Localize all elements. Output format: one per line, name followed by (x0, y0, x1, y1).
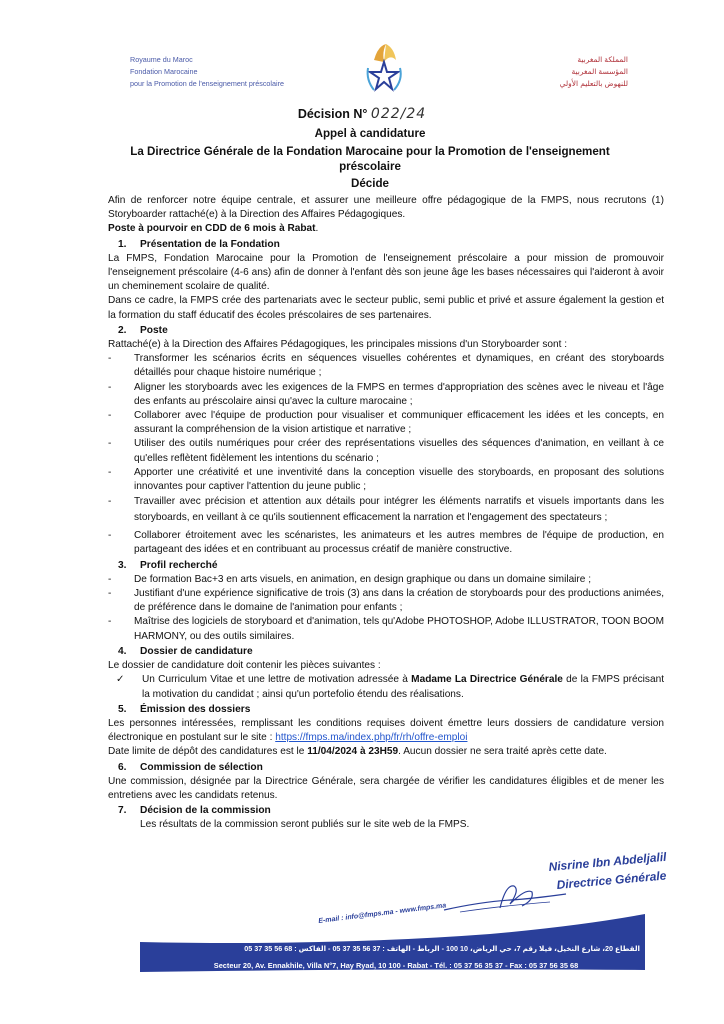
section-number: 4. (118, 645, 127, 657)
list-item: - Collaborer étroitement avec les scénaristes, les animateurs et les autres membres de l'équipe de production, en partageant des idées et en contribuant au processus créatif de manière constructive. (108, 530, 664, 556)
handwritten-signature-icon (440, 880, 570, 916)
header-right-line: المؤسسة المغربية (571, 67, 628, 76)
decision-number (0, 106, 724, 122)
checkmark-icon: ✓ (116, 674, 125, 686)
list-item: - Utiliser des outils numériques pour créer des représentations visuelles des séquences d'animation, en veillant à ce qu'elles reflètent fidèlement les intentions du scénario ; (108, 438, 664, 464)
list-item: - Transformer les scénarios écrits en séquences visuelles cohérentes et dynamiques, en créant des storyboards détaillés pour chaque histoire numérique ; (108, 353, 664, 379)
section-1-paragraph: La FMPS, Fondation Marocaine pour la Promotion de l'enseignement préscolaire a pour mission de promouvoir l'enseignement préscolaire (4-6 ans) afin de donner à l'enfant dès son jeune âge les bases nécessaires qui l'aideront à avoir un cheminement scolaire de qualité. (108, 252, 664, 293)
section-number: 6. (118, 761, 127, 773)
fmps-logo-icon (360, 40, 410, 96)
intro-bold-end: . (315, 223, 319, 235)
header-right-line: للنهوض بالتعليم الأولي (559, 79, 628, 88)
decision-handwritten-number: 022/24 (370, 106, 427, 122)
footer-email: E-mail : info@fmps.ma - www.fmps.ma (318, 902, 447, 925)
list-item-text: De formation Bac+3 en arts visuels, en animation, en design graphique ou dans un domaine similaire ; (134, 573, 592, 585)
section-number: 2. (118, 324, 127, 336)
section-7-heading (108, 804, 664, 818)
section-title: Émission des dossiers (140, 703, 251, 715)
deadline-paragraph (108, 745, 664, 759)
appel-heading: Appel à candidature (314, 127, 426, 140)
list-item: - Justifiant d'une expérience significative de trois (3) ans dans la création de storyboards pour des productions animées, de préférence dans le domaine de l'animation pour enfants ; (108, 588, 664, 614)
decide-heading: Décide (350, 177, 390, 190)
section-title: Décision de la commission (140, 805, 271, 817)
checklist-text-end: de la FMPS précisant la motivation du candidat ; ainsi qu'un portefolio étendu des réalisations. (142, 674, 664, 700)
section-number: 7. (118, 805, 127, 817)
section-2-heading (108, 324, 664, 338)
footer-address-arabic: القطاع 20، شارع النخيل، فيلا رقم 7، حي الرياض، 10 100 - الرباط - الهاتف : 37 56 35 37 05 - الفاكس : 68 56 35 37 05 (244, 944, 640, 953)
list-item: - Travailler avec précision et attention aux détails pour intégrer les éléments narratifs et visuels importants dans les storyboards, en veillant à ce qu'ils soutiennent efficacement la narration et l'engagement des spectateurs ; (108, 496, 664, 524)
checklist-item (108, 673, 664, 701)
section-6-paragraph: Une commission, désignée par la Directrice Générale, sera chargée de vérifier les candidatures éligibles et de mener les entretiens avec les candidats retenus. (108, 775, 664, 801)
section-3-heading (108, 559, 664, 573)
intro-bold: Poste à pourvoir en CDD de 6 mois à Rabat (108, 223, 316, 235)
section-1-heading (108, 238, 664, 252)
section-5-text: Les personnes intéressées, remplissant les conditions requises doivent émettre leurs dossiers de candidature version électronique en postulant sur le site : (108, 717, 664, 744)
section-title: Dossier de candidature (140, 645, 253, 657)
list-item: - Maîtrise des logiciels de storyboard et d'animation, tels qu'Adobe PHOTOSHOP, Adobe ILLUSTRATOR, TOON BOOM HARMONY, ou des outils similaires. (108, 616, 664, 642)
decision-label: Décision N° (297, 107, 368, 121)
list-item-text: Justifiant d'une expérience significative de trois (3) ans dans la création de storyboards pour des productions animées, de préférence dans le domaine de l'animation pour enfants ; (134, 588, 664, 614)
intro-text: Afin de renforcer notre équipe centrale, et assurer une meilleure offre pédagogique de la FMPS, nous recrutons (1) Storyboarder rattaché(e) à la Direction des Affaires Pédagogiques. (108, 195, 664, 221)
document-title: La Directrice Générale de la Fondation Marocaine pour la Promotion de l'enseignement préscolaire (130, 145, 610, 173)
list-item-text: Aligner les storyboards avec les exigences de la FMPS en termes d'appropriation des scènes avec le niveau et l'âge des enfants au préscolaire ainsi qu'avec la culture marocaine ; (134, 381, 664, 407)
missions-list (108, 352, 664, 557)
header-left-line: Fondation Marocaine (130, 67, 198, 76)
section-5-heading (108, 703, 664, 717)
section-title: Profil recherché (140, 559, 218, 571)
section-number: 3. (118, 559, 127, 571)
section-title: Commission de sélection (140, 761, 263, 773)
document-body (108, 194, 664, 833)
list-item-text: Maîtrise des logiciels de storyboard et d'animation, tels qu'Adobe PHOTOSHOP, Adobe ILLUSTRATOR, TOON BOOM HARMONY, ou des outils similaires. (134, 616, 664, 642)
section-5-paragraph (108, 717, 664, 745)
header-left-line: Royaume du Maroc (130, 55, 193, 64)
section-4-heading (108, 645, 664, 659)
offre-emploi-link[interactable]: https://fmps.ma/index.php/fr/rh/offre-emploi (275, 732, 468, 744)
header-left-french (130, 54, 284, 90)
list-item: - Collaborer avec l'équipe de production pour visualiser et communiquer efficacement les idées et les concepts, en assurant la compréhension de la vision artistique et narrative ; (108, 410, 664, 436)
footer-address-french: Secteur 20, Av. Ennakhile, Villa N°7, Hay Ryad, 10 100 - Rabat - Tél. : 05 37 56 35 37 - Fax : 05 37 56 35 68 (213, 961, 579, 970)
section-6-heading (108, 761, 664, 775)
list-item-text: Travailler avec précision et attention aux détails pour intégrer les éléments narratifs et visuels importants dans les storyboards, en veillant à ce qu'ils soutiennent efficacement la narration et l'engagement des spectateurs ; (134, 496, 664, 524)
list-item-text: Utiliser des outils numériques pour créer des représentations visuelles des séquences d'animation, en veillant à ce qu'elles reflètent fidèlement les intentions du scénario ; (134, 438, 664, 464)
profile-list (108, 573, 664, 644)
section-number: 5. (118, 703, 127, 715)
checklist-text: Un Curriculum Vitae et une lettre de motivation adressée à (142, 674, 412, 686)
header-left-line: pour la Promotion de l'enseignement préscolaire (130, 79, 284, 88)
intro-paragraph (108, 194, 664, 237)
section-7-paragraph: Les résultats de la commission seront publiés sur le site web de la FMPS. (140, 819, 470, 831)
section-title: Poste (140, 324, 168, 336)
list-item: - Aligner les storyboards avec les exigences de la FMPS en termes d'appropriation des scènes avec le niveau et l'âge des enfants au préscolaire ainsi qu'avec la culture marocaine ; (108, 381, 664, 407)
section-title: Présentation de la Fondation (140, 238, 280, 250)
deadline-date: 11/04/2024 à 23H59 (307, 746, 399, 758)
list-item-text: Apporter une créativité et une inventivité dans la conception visuelle des storyboards, en proposant des solutions innovantes pour captiver l'attention du jeune public ; (134, 466, 664, 493)
list-item-text: Collaborer étroitement avec les scénaristes, les animateurs et les autres membres de l'équipe de production, en partageant des idées et en contribuant au processus créatif de manière constructive. (134, 530, 664, 556)
list-item: - De formation Bac+3 en arts visuels, en animation, en design graphique ou dans un domaine similaire ; (108, 573, 592, 585)
deadline-text-end: . Aucun dossier ne sera traité après cette date. (398, 746, 607, 758)
deadline-text: Date limite de dépôt des candidatures est le (108, 746, 308, 758)
header-right-line: المملكة المغربية (577, 55, 628, 64)
signatory-name: Nisrine Ibn Abdeljalil (548, 849, 668, 874)
section-1-paragraph: Dans ce cadre, la FMPS crée des partenariats avec le secteur public, semi public et privé et assure également la gestion et la formation du staff éducatif des écoles préscolaires de ses partenaires. (108, 295, 664, 321)
section-number: 1. (118, 238, 127, 250)
section-2-lead: Rattaché(e) à la Direction des Affaires Pédagogiques, les principales missions d'un Storyboarder sont : (108, 339, 568, 351)
header-right-arabic (560, 54, 628, 90)
signatory-role: Directrice Générale (556, 868, 667, 892)
list-item: - Apporter une créativité et une inventivité dans la conception visuelle des storyboards, en proposant des solutions innovantes pour captiver l'attention du jeune public ; (108, 466, 664, 493)
list-item-text: Transformer les scénarios écrits en séquences visuelles cohérentes et dynamiques, en créant des storyboards détaillés pour chaque histoire numérique ; (134, 353, 664, 379)
list-item-text: Collaborer avec l'équipe de production pour visualiser et communiquer efficacement les idées et les concepts, en assurant la compréhension de la vision artistique et narrative ; (134, 410, 664, 436)
checklist-bold: Madame La Directrice Générale (411, 674, 563, 686)
section-4-lead: Le dossier de candidature doit contenir les pièces suivantes : (108, 660, 381, 672)
